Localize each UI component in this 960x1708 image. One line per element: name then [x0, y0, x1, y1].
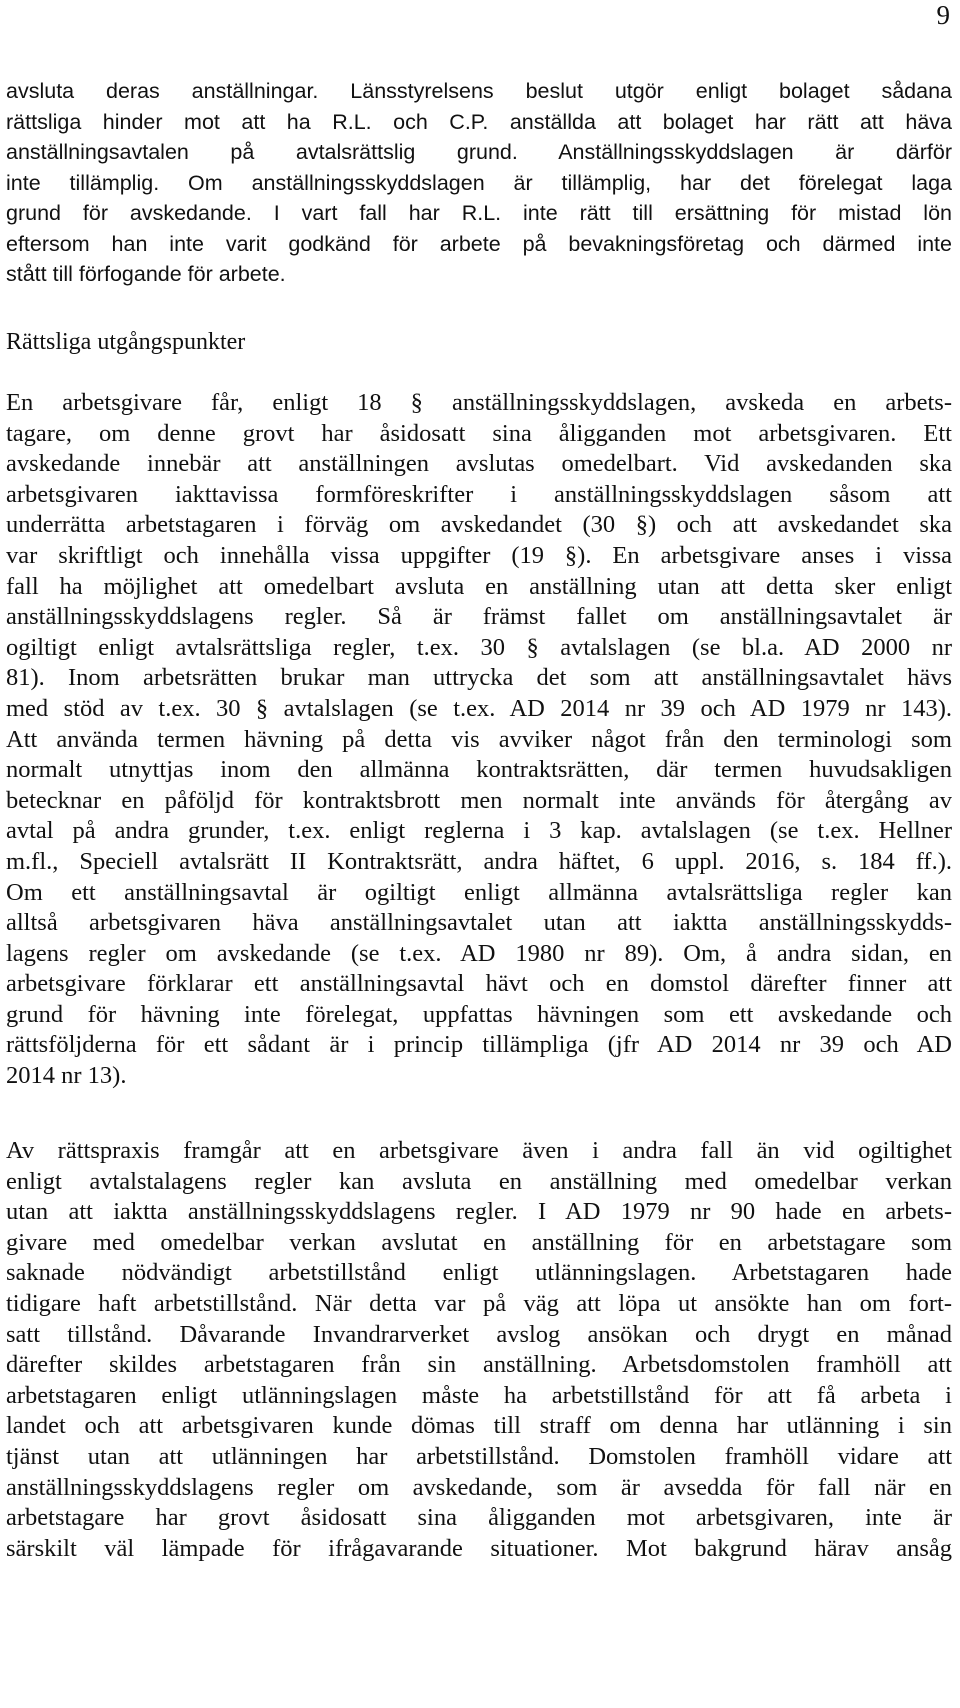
text-line: tagare, om denne grovt har åsidosatt sina åligganden mot arbetsgivaren. Ett [6, 419, 952, 447]
text-line: anställningsavtalen på avtalsrättslig grund. Anställningsskyddslagen är därför [6, 140, 952, 164]
text-line: saknade nödvändigt arbetstillstånd enligt utlänningslagen. Arbetstagaren hade [6, 1259, 952, 1287]
text-line: underrätta arbetstagaren i förväg om avskedandet (30 §) och att avskedandet ska [6, 511, 952, 539]
text-line: tjänst utan att utlänningen har arbetstillstånd. Domstolen framhöll vidare att [6, 1442, 952, 1470]
text-line: alltså arbetsgivaren häva anställningsavtalet utan att iaktta anställningsskydds- [6, 909, 952, 937]
text-line: var skriftligt och innehålla vissa uppgifter (19 §). En arbetsgivare anses i vissa [6, 541, 952, 569]
text-line: lagens regler om avskedande (se t.ex. AD 1980 nr 89). Om, å andra sidan, en [6, 939, 952, 967]
text-line: grund för hävning inte förelegat, uppfattas hävningen som ett avskedande och [6, 1000, 952, 1028]
text-line: med stöd av t.ex. 30 § avtalslagen (se t.ex. AD 2014 nr 39 och AD 1979 nr 143). [6, 694, 952, 722]
text-line: m.fl., Speciell avtalsrätt II Kontraktsrätt, andra häftet, 6 uppl. 2016, s. 184 ff.). [6, 847, 952, 875]
page-number: 9 [936, 0, 950, 30]
text-line: Om ett anställningsavtal är ogiltigt enligt allmänna avtalsrättsliga regler kan [6, 878, 952, 906]
paragraph-2 [6, 388, 952, 1092]
text-line: avtal på andra grunder, t.ex. enligt reglerna i 3 kap. avtalslagen (se t.ex. Hellner [6, 817, 952, 845]
text-line: 81). Inom arbetsrätten brukar man uttrycka det som att anställningsavtalet hävs [6, 664, 952, 692]
text-line: arbetsgivaren iakttavissa formföreskrifter i anställningsskyddslagen såsom att [6, 480, 952, 508]
text-line: rättsliga hinder mot att ha R.L. och C.P. anställda att bolaget har rätt att häva [6, 109, 952, 134]
section-heading: Rättsliga utgångspunkter [6, 329, 246, 355]
text-line: ogiltigt enligt avtalsrättsliga regler, t.ex. 30 § avtalslagen (se bl.a. AD 2000 nr [6, 633, 952, 661]
text-line: anställningsskyddslagens regler om avskedande, som är avsedda för fall när en [6, 1473, 952, 1501]
text-line: därefter skildes arbetstagaren från sin anställning. Arbetsdomstolen framhöll att [6, 1351, 952, 1379]
text-line: betecknar en påföljd för kontraktsbrott men normalt inte används för återgång av [6, 786, 952, 814]
text-line: stått till förfogande för arbete. [6, 262, 286, 286]
text-line: fall ha möjlighet att omedelbart avsluta en anställning utan att detta sker enligt [6, 572, 952, 600]
text-line: arbetstagaren enligt utlänningslagen måste ha arbetstillstånd för att få arbeta i [6, 1381, 952, 1409]
text-line: En arbetsgivare får, enligt 18 § anställningsskyddslagen, avskeda en arbets- [6, 389, 952, 416]
text-line: anställningsskyddslagens regler. Så är främst fallet om anställningsavtalet är [6, 603, 952, 631]
text-line: Att använda termen hävning på detta vis avviker något från den terminologi som [6, 725, 952, 753]
text-line: arbetstagare har grovt åsidosatt sina åligganden mot arbetsgivaren, inte är [6, 1504, 952, 1532]
text-line: givare med omedelbar verkan avslutat en anställning för en arbetstagare som [6, 1228, 952, 1256]
text-line: arbetsgivare förklarar ett anställningsavtal hävt och en domstol därefter finner att [6, 970, 952, 998]
text-line: tidigare haft arbetstillstånd. När detta var på väg att löpa ut ansökte han om fort- [6, 1289, 952, 1317]
text-line: inte tillämplig. Om anställningsskyddslagen är tillämplig, har det förelegat laga [6, 170, 952, 195]
text-line: rättsföljderna för ett sådant är i princip tillämpliga (jfr AD 2014 nr 39 och AD [6, 1031, 952, 1059]
text-line: satt tillstånd. Dåvarande Invandrarverket avslog ansökan och drygt en månad [6, 1320, 952, 1348]
text-line: eftersom han inte varit godkänd för arbete på bevakningsföretag och därmed inte [6, 231, 952, 256]
text-line: grund för avskedande. I vart fall har R.L. inte rätt till ersättning för mistad lön [6, 201, 952, 225]
paragraph-3 [6, 1136, 952, 1564]
text-line: Av rättspraxis framgår att en arbetsgivare även i andra fall än vid ogiltighet [6, 1137, 952, 1164]
text-line: normalt utnyttjas inom den allmänna kontraktsrätten, där termen huvudsakligen [6, 756, 952, 784]
text-line: landet och att arbetsgivaren kunde dömas till straff om denna har utlänning i sin [6, 1412, 952, 1440]
text-line: avskedande innebär att anställningen avslutas omedelbart. Vid avskedanden ska [6, 450, 952, 478]
text-line: enligt avtalstalagens regler kan avsluta en anställning med omedelbar verkan [6, 1167, 952, 1195]
text-line: 2014 nr 13). [6, 1062, 127, 1090]
text-line: avsluta deras anställningar. Länsstyrelsens beslut utgör enligt bolaget sådana [6, 79, 952, 103]
paragraph-1 [6, 76, 952, 290]
text-line: särskilt väl lämpade för ifrågavarande situationer. Mot bakgrund härav ansåg [6, 1534, 952, 1562]
text-line: utan att iaktta anställningsskyddslagens regler. I AD 1979 nr 90 hade en arbets- [6, 1198, 952, 1226]
